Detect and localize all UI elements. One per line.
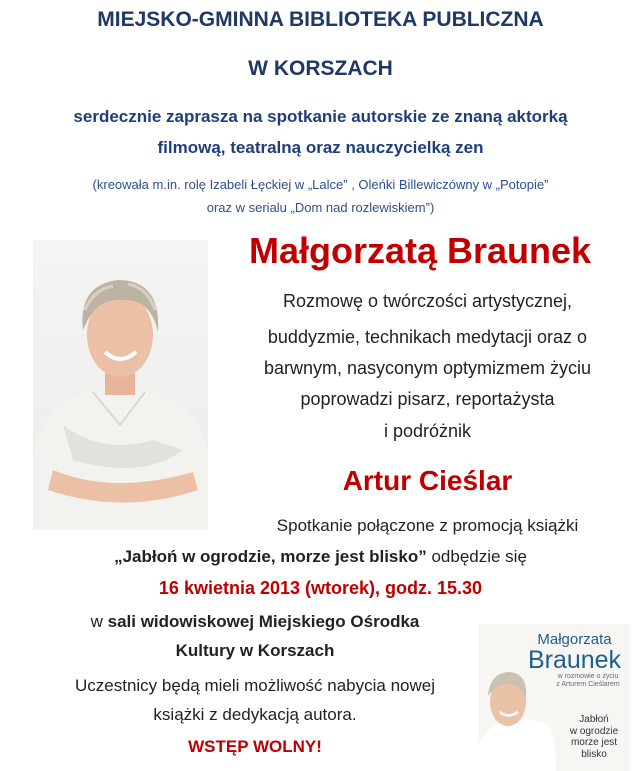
description-line2: buddyzmie, technikach medytacji oraz o bbox=[267, 327, 588, 347]
book-cover-author-first: Małgorzata bbox=[537, 631, 612, 648]
venue-bold-line1: sali widowiskowej Miejskiego Ośrodka bbox=[107, 612, 420, 631]
book-cover-title-line4: blisko bbox=[581, 748, 607, 760]
book-cover-author-last: Braunek bbox=[527, 646, 622, 674]
event-date: 16 kwietnia 2013 (wtorek), godz. 15.30 bbox=[158, 578, 483, 598]
book-cover-title-line2: w ogrodzie bbox=[569, 725, 619, 737]
roles-line1: (kreowała m.in. rolę Izabeli Łęckiej w „Lalce” , Oleńki Billewiczówny w „Potopie” bbox=[92, 177, 549, 192]
library-name-line2: W KORSZACH bbox=[248, 57, 393, 80]
description-line4: poprowadzi pisarz, reportażysta bbox=[300, 389, 555, 409]
venue-line1 bbox=[0, 612, 510, 632]
venue-prefix: w bbox=[90, 612, 108, 631]
promotion-line1: Spotkanie połączone z promocją książki bbox=[276, 516, 579, 535]
invitation-line2: filmową, teatralną oraz nauczycielką zen bbox=[157, 138, 484, 157]
book-cover-subtitle-line2: z Arturem Cieślarem bbox=[556, 681, 620, 689]
book-cover-title bbox=[558, 714, 630, 760]
book-cover bbox=[478, 624, 630, 771]
book-title: „Jabłoń w ogrodzie, morze jest blisko” bbox=[114, 547, 427, 566]
portrait-illustration bbox=[33, 240, 208, 530]
book-cover-author bbox=[522, 632, 627, 673]
participants-line1: Uczestnicy będą mieli możliwość nabycia nowej bbox=[75, 676, 435, 695]
roles-line2: oraz w serialu „Dom nad rozlewiskiem”) bbox=[206, 200, 435, 215]
library-name-line1: MIEJSKO-GMINNA BIBLIOTEKA PUBLICZNA bbox=[97, 8, 544, 31]
book-cover-title-line3: morze jest bbox=[570, 737, 618, 748]
guest-name: Małgorzatą Braunek bbox=[248, 230, 592, 271]
host-name: Artur Cieślar bbox=[342, 465, 513, 496]
participants-line2: książki z dedykacją autora. bbox=[153, 705, 357, 724]
book-cover-subtitle-line1: w rozmowie o życiu bbox=[557, 673, 619, 680]
promotion-after-title: odbędzie się bbox=[426, 547, 527, 566]
description-line3: barwnym, nasyconym optymizmem życiu bbox=[263, 358, 592, 378]
promotion-line2 bbox=[0, 547, 641, 567]
description-line1: Rozmowę o twórczości artystycznej, bbox=[282, 291, 573, 311]
portrait-photo bbox=[33, 240, 208, 530]
free-entry: WSTĘP WOLNY! bbox=[188, 737, 322, 756]
book-cover-title-line1: Jabłoń bbox=[579, 714, 609, 725]
description-line5: i podróżnik bbox=[383, 421, 472, 441]
invitation-line1: serdecznie zaprasza na spotkanie autorskie ze znaną aktorką bbox=[73, 107, 568, 126]
book-cover-subtitle bbox=[548, 673, 628, 689]
venue-line2: Kultury w Korszach bbox=[175, 641, 335, 660]
